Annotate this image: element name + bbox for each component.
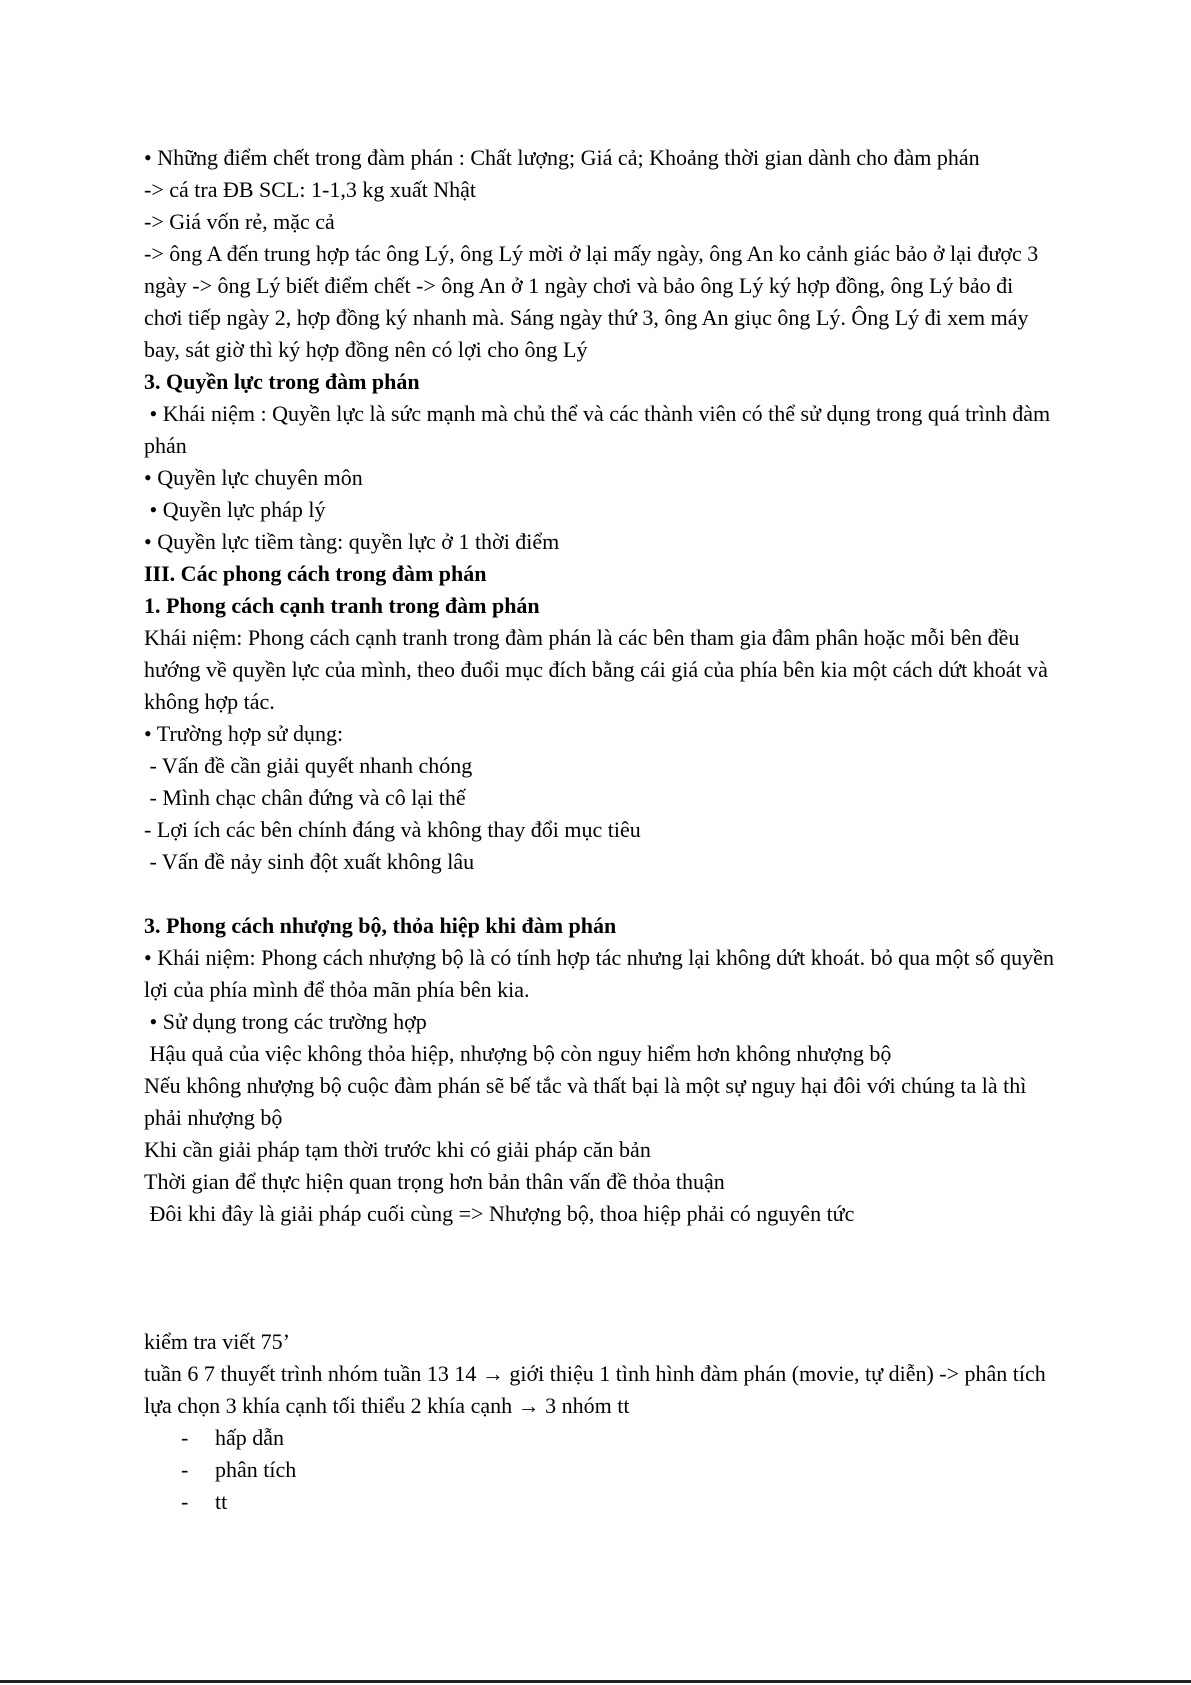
criteria-list <box>144 1422 1054 1518</box>
list-item-text: phân tích <box>215 1457 297 1482</box>
deadlock-bullet: • Những điểm chết trong đàm phán : Chất lượng; Giá cả; Khoảng thời gian dành cho đàm phán <box>144 145 980 170</box>
power-item-expertise: • Quyền lực chuyên môn <box>144 465 363 490</box>
deadlock-note-1: -> cá tra ĐB SCL: 1-1,3 kg xuất Nhật <box>144 177 476 202</box>
presentation-note: tuần 6 7 thuyết trình nhóm tuần 13 14 → giới thiệu 1 tình hình đàm phán (movie, tự diễn) -> phân tích lựa chọn 3 khía cạnh tối thiểu 2 khía cạnh → 3 nhóm tt <box>144 1361 1046 1418</box>
competition-usage: • Trường hợp sử dụng: <box>144 721 344 746</box>
page-content <box>144 142 1054 1518</box>
compromise-case-2: Nếu không nhượng bộ cuộc đàm phán sẽ bế tắc và thất bại là một sự nguy hại đôi với chúng ta là thì phải nhượng bộ <box>144 1073 1027 1130</box>
spacer <box>144 878 1054 910</box>
competition-case-4: - Vấn đề nảy sinh đột xuất không lâu <box>144 849 475 874</box>
dash-marker: - <box>181 1425 189 1450</box>
list-item-text: hấp dẫn <box>215 1425 285 1450</box>
list-item <box>144 1454 1054 1486</box>
power-item-legal: • Quyền lực pháp lý <box>144 497 326 522</box>
deadlock-note-3: -> ông A đến trung hợp tác ông Lý, ông Lý mời ở lại mấy ngày, ông An ko cảnh giác bảo ở lại được 3 ngày -> ông Lý biết điểm chết -> ông An ở 1 ngày chơi và bảo ông Lý ký hợp đồng, ông Lý bảo đi chơi tiếp ngày 2, hợp đồng ký nhanh mà. Sáng ngày thứ 3, ông An giục ông Lý. Ông Lý đi xem máy bay, sát giờ thì ký hợp đồng nên có lợi cho ông Lý <box>144 241 1039 362</box>
power-item-potential: • Quyền lực tiềm tàng: quyền lực ở 1 thời điểm <box>144 529 560 554</box>
deadlock-note-2: -> Giá vốn rẻ, mặc cả <box>144 209 335 234</box>
styles-heading: III. Các phong cách trong đàm phán <box>144 561 487 586</box>
compromise-usage: • Sử dụng trong các trường hợp <box>144 1009 427 1034</box>
competition-case-1: - Vấn đề cần giải quyết nhanh chóng <box>144 753 473 778</box>
exam-note: kiểm tra viết 75’ <box>144 1329 291 1354</box>
power-concept: • Khái niệm : Quyền lực là sức mạnh mà chủ thể và các thành viên có thể sử dụng trong quá trình đàm phán <box>144 401 1056 458</box>
compromise-concept: • Khái niệm: Phong cách nhượng bộ là có tính hợp tác nhưng lại không dứt khoát. bỏ qua một số quyền lợi của phía mình để thỏa mãn phía bên kia. <box>144 945 1054 1002</box>
compromise-case-4: Thời gian để thực hiện quan trọng hơn bản thân vấn đề thỏa thuận <box>144 1169 725 1194</box>
list-item <box>144 1422 1054 1454</box>
compromise-case-5: Đôi khi đây là giải pháp cuối cùng => Nhượng bộ, thoa hiệp phải có nguyên tức <box>144 1201 855 1226</box>
list-item <box>144 1486 1054 1518</box>
page-bottom-border <box>0 1680 1191 1683</box>
competition-concept: Khái niệm: Phong cách cạnh tranh trong đàm phán là các bên tham gia đâm phân hoặc mỗi bên đều hướng về quyền lực của mình, theo đuổi mục đích bằng cái giá của phía bên kia một cách dứt khoát và không hợp tác. <box>144 625 1048 714</box>
competition-heading: 1. Phong cách cạnh tranh trong đàm phán <box>144 593 540 618</box>
compromise-case-3: Khi cần giải pháp tạm thời trước khi có giải pháp căn bản <box>144 1137 651 1162</box>
dash-marker: - <box>181 1489 189 1514</box>
power-heading: 3. Quyền lực trong đàm phán <box>144 369 420 394</box>
list-item-text: tt <box>215 1489 228 1514</box>
dash-marker: - <box>181 1457 189 1482</box>
competition-case-3: - Lợi ích các bên chính đáng và không thay đổi mục tiêu <box>144 817 641 842</box>
compromise-heading: 3. Phong cách nhượng bộ, thỏa hiệp khi đàm phán <box>144 913 617 938</box>
compromise-case-1: Hậu quả của việc không thỏa hiệp, nhượng bộ còn nguy hiểm hơn không nhượng bộ <box>144 1041 892 1066</box>
spacer <box>144 1230 1054 1326</box>
competition-case-2: - Mình chạc chân đứng và cô lại thế <box>144 785 466 810</box>
